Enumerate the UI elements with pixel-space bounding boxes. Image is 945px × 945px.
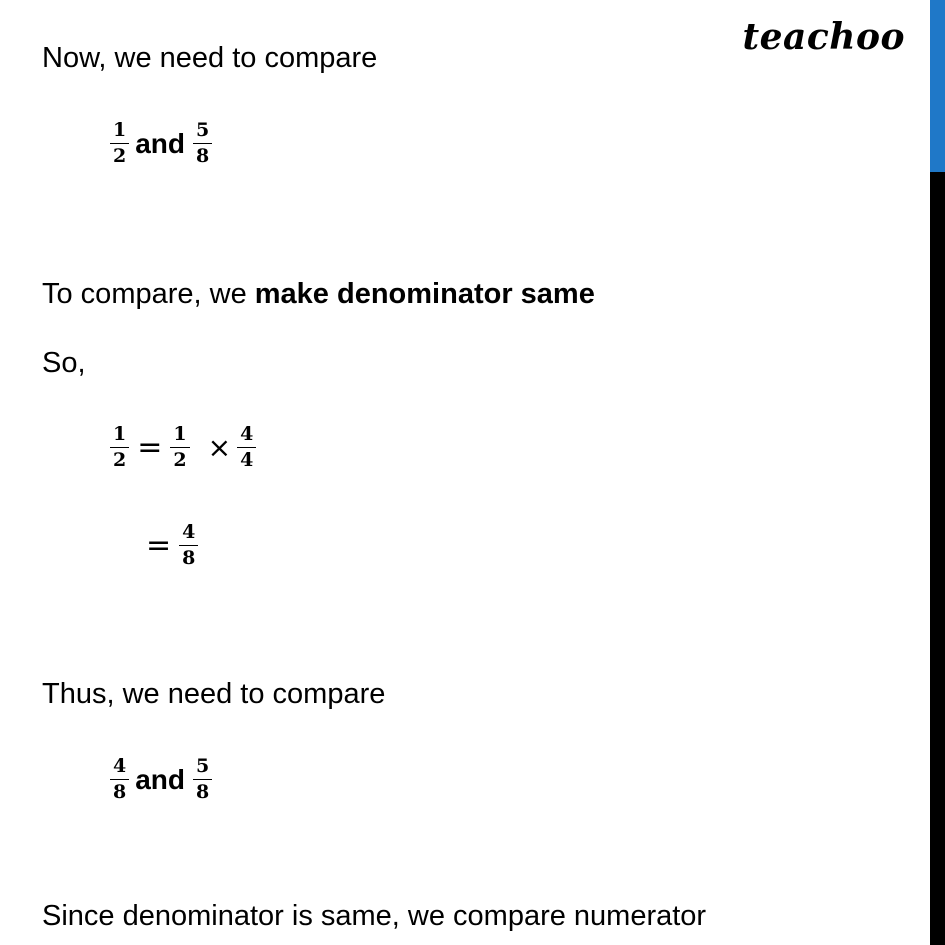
teachoo-logo: teachoo bbox=[742, 16, 905, 58]
to-compare-bold: make denominator same bbox=[254, 278, 595, 310]
comparison-1 bbox=[110, 120, 212, 167]
denominator: 2 bbox=[113, 449, 127, 471]
denominator: 2 bbox=[173, 449, 187, 471]
intro-text: Now, we need to compare bbox=[42, 42, 378, 74]
fraction-four-eighths bbox=[110, 756, 129, 803]
comparison-2 bbox=[110, 756, 212, 803]
denominator: 8 bbox=[196, 781, 210, 803]
so-text: So, bbox=[42, 347, 86, 379]
denominator: 8 bbox=[113, 781, 127, 803]
fraction-result bbox=[179, 522, 198, 569]
numerator: 4 bbox=[237, 424, 256, 448]
times-sign: × bbox=[207, 431, 232, 464]
fraction-five-eighths bbox=[193, 756, 212, 803]
denominator: 4 bbox=[240, 449, 254, 471]
fraction-one-half bbox=[110, 120, 129, 167]
fraction-lhs bbox=[110, 424, 129, 471]
equals-sign: = bbox=[137, 430, 163, 465]
numerator: 1 bbox=[110, 424, 129, 448]
to-compare-text bbox=[42, 276, 595, 312]
numerator: 5 bbox=[193, 120, 212, 144]
numerator: 5 bbox=[193, 756, 212, 780]
denominator: 8 bbox=[196, 145, 210, 167]
numerator: 4 bbox=[179, 522, 198, 546]
equals-sign: = bbox=[146, 528, 172, 563]
numerator: 1 bbox=[170, 424, 189, 448]
since-text: Since denominator is same, we compare numerator bbox=[42, 900, 707, 932]
equation-1 bbox=[110, 424, 256, 471]
numerator: 1 bbox=[110, 120, 129, 144]
and-word: and bbox=[135, 763, 186, 795]
numerator: 4 bbox=[110, 756, 129, 780]
side-accent-bar bbox=[930, 0, 945, 172]
denominator: 8 bbox=[182, 547, 196, 569]
fraction-multiplier bbox=[237, 424, 256, 471]
and-word: and bbox=[135, 127, 186, 159]
to-compare-prefix: To compare, we bbox=[42, 278, 255, 310]
equation-2 bbox=[138, 522, 198, 569]
fraction-five-eighths bbox=[193, 120, 212, 167]
denominator: 2 bbox=[113, 145, 127, 167]
fraction-rhs bbox=[170, 424, 189, 471]
thus-text: Thus, we need to compare bbox=[42, 678, 386, 710]
